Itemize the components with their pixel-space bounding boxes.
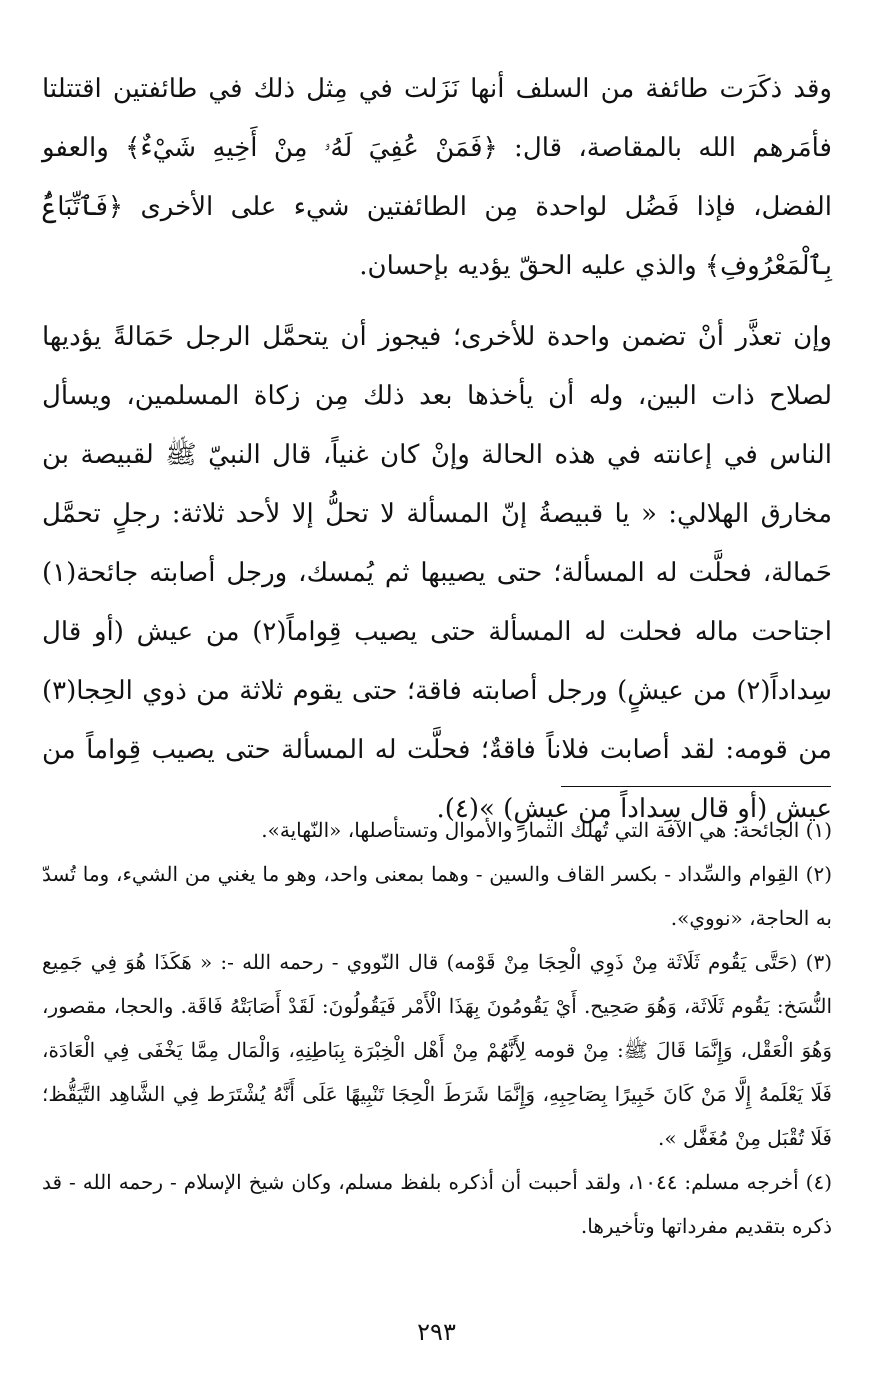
- footnote-3: (٣) (حَتَّى يَقُوم ثَلَاثَة مِنْ ذَوِي الْحِجَا مِنْ قَوْمه) قال النّووي - رحمه الله -: « هَكَذَا هُوَ فِي جَمِيع النُّسَخ: يَقُوم ثَلَاثَة، وَهُوَ صَحِيح. أَيْ يَقُومُونَ بِهَذَا الْأَمْر فَيَقُولُونَ: لَقَدْ أَصَابَتْهُ فَاقَة. والحجا، مقصور، وَهُوَ الْعَقْل، وَإِنَّمَا قَالَ ﷺ: مِنْ قومه لِأَنَّهُمْ مِنْ أَهْل الْخِبْرَة بِبَاطِنِهِ، وَالْمَال مِمَّا يَخْفَى فِي الْعَادَة، فَلَا يَعْلَمهُ إِلَّا مَنْ كَانَ خَبِيرًا بِصَاحِبِهِ، وَإِنَّمَا شَرَطَ الْحِجَا تَنْبِيهًا عَلَى أَنَّهُ يُشْتَرَط فِي الشَّاهِد التَّيَقُّظ؛ فَلَا تُقْبَل مِنْ مُغَفَّل ».: [42, 950, 833, 1150]
- paragraph-2: وإن تعذَّر أنْ تضمن واحدة للأخرى؛ فيجوز أن يتحمَّل الرجل حَمَالةً يؤديها لصلاح ذات البين، وله أن يأخذها بعد ذلك مِن زكاة المسلمين، ويسأل الناس في إعانته في هذه الحالة وإنْ كان غنياً، قال النبيّ ﷺ لقبيصة بن مخارق الهلالي: « يا قبيصةُ إنّ المسألة لا تحلُّ إلا لأحد ثلاثة: رجلٍ تحمَّل حَمالة، فحلَّت له المسألة؛ حتى يصيبها ثم يُمسك، ورجل أصابته جائحة(١) اجتاحت ماله فحلت له المسألة حتى يصيب قِواماً(٢) من عيش (أو قال سِداداً(٢) من عيشٍ) ورجل أصابته فاقة؛ حتى يقوم ثلاثة من ذوي الحِجا(٣) من قومه: لقد أصابت فلاناً فاقةٌ؛ فحلَّت له المسألة حتى يصيب قِواماً من عيش (أو قال سِداداً من عيشٍ) »(٤).: [42, 322, 833, 824]
- footnote-separator: [561, 786, 831, 787]
- footnote-2: (٢) القِوام والسِّداد - بكسر القاف والسين - وهما بمعنى واحد، وهو ما يغني من الشيء، وما تُسدّ به الحاجة، «نووي».: [42, 862, 832, 930]
- paragraph-1: وقد ذكَرَت طائفة من السلف أنها نَزَلت في مِثل ذلك في طائفتين اقتتلتا فأمَرهم الله بالمقاصة، قال: ﴿فَمَنْ عُفِيَ لَهُۥ مِنْ أَخِيهِ شَيْءٌ﴾ والعفو الفضل، فإذا فَضُل لواحدة مِن الطائفتين شيء على الأخرى ﴿فَٱتِّبَاعٌۢ بِٱلْمَعْرُوفِ﴾ والذي عليه الحقّ يؤديه بإحسان.: [42, 74, 832, 281]
- page-number: ٢٩٣: [417, 1318, 456, 1346]
- footnotes: [42, 808, 832, 1248]
- footnote-1: (١) الجائحة: هي الآفة التي تُهلك الثمار والأموال وتستأصلها، «النّهاية».: [261, 818, 832, 842]
- main-text: [42, 60, 832, 839]
- footnote-4: (٤) أخرجه مسلم: ١٠٤٤، ولقد أحببت أن أذكره بلفظ مسلم، وكان شيخ الإسلام - رحمه الله - قد ذكره بتقديم مفرداتها وتأخيرها.: [42, 1170, 832, 1238]
